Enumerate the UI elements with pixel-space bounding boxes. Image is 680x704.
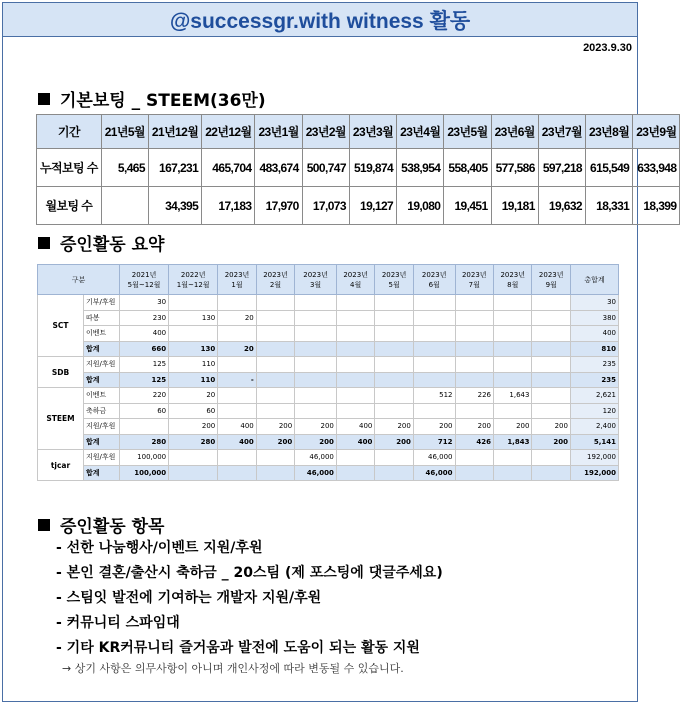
summary-cell: 280 [120,434,169,450]
section-activity-items [38,512,164,537]
summary-cell [336,388,374,404]
summary-cell [295,403,337,419]
summary-cell: 20 [218,310,256,326]
activity-summary-table [37,264,619,481]
summary-cell: 200 [295,419,337,435]
summary-cell [413,372,455,388]
summary-cell: 660 [120,341,169,357]
summary-group-label: SDB [38,357,84,388]
bullet-square-icon [38,519,50,531]
summary-cell [532,372,570,388]
bullet-square-icon [38,237,50,249]
summary-sub-label: 합계 [84,341,120,357]
summary-cell: 220 [120,388,169,404]
summary-column-header [120,265,169,295]
voting-cell: 17,073 [302,187,349,225]
summary-sub-label: 지원/후원 [84,419,120,435]
summary-column-period: 8월 [507,280,519,289]
summary-cell: - [218,372,256,388]
voting-row-cumulative [37,149,680,187]
voting-cell: 19,451 [444,187,491,225]
summary-group-label: tjcar [38,450,84,481]
summary-cell [295,372,337,388]
voting-column-header: 23년8월 [586,115,633,149]
summary-group-label: SCT [38,295,84,357]
summary-column-period: 1월 [231,280,243,289]
summary-cell: 60 [169,403,218,419]
summary-cell [336,326,374,342]
list-item: - 선한 나눔행사/이벤트 지원/후원 [56,540,263,556]
voting-row-label: 누적보팅 수 [37,149,102,187]
summary-column-year: 2023년 [263,270,288,279]
summary-cell [375,341,413,357]
summary-cell: 20 [169,388,218,404]
voting-cell: 558,405 [444,149,491,187]
voting-cell [101,187,148,225]
voting-cell: 17,970 [255,187,302,225]
summary-cell [493,310,531,326]
summary-column-year: 2023년 [343,270,368,279]
summary-cell: 125 [120,372,169,388]
summary-cell: 110 [169,372,218,388]
voting-row-monthly [37,187,680,225]
summary-group-label: STEEM [38,388,84,450]
voting-column-header: 21년5월 [101,115,148,149]
summary-cell [532,403,570,419]
summary-cell: 426 [455,434,493,450]
summary-cell [375,357,413,373]
summary-cell [493,295,531,311]
voting-cell: 483,674 [255,149,302,187]
voting-cell: 19,080 [397,187,444,225]
summary-cell: 200 [532,419,570,435]
summary-cell [532,465,570,481]
summary-cell [375,326,413,342]
summary-cell: 712 [413,434,455,450]
summary-column-period: 6월 [428,280,440,289]
voting-column-header: 23년1월 [255,115,302,149]
voting-table-header [37,115,680,149]
summary-cell: 20 [218,341,256,357]
section-basic-voting-title: 기본보팅 _ STEEM(36만) [60,91,266,111]
summary-cell [336,372,374,388]
table-row [38,372,619,388]
summary-column-period: 9월 [545,280,557,289]
summary-column-header [493,265,531,295]
voting-table [36,114,680,225]
summary-cell: 400 [336,419,374,435]
summary-cell [256,357,294,373]
summary-total-cell: 2,621 [570,388,618,404]
report-date: 2023.9.30 [583,42,632,54]
summary-cell [256,388,294,404]
summary-cell [413,357,455,373]
table-row [38,388,619,404]
summary-total-cell: 2,400 [570,419,618,435]
summary-cell: 200 [295,434,337,450]
list-item: - 기타 KR커뮤니티 즐거움과 발전에 도움이 되는 활동 지원 [56,640,420,656]
summary-cell [169,326,218,342]
summary-cell: 110 [169,357,218,373]
summary-total-cell: 235 [570,357,618,373]
summary-cell: 100,000 [120,450,169,466]
summary-cell [218,403,256,419]
summary-cell [295,388,337,404]
page-header [3,3,637,37]
summary-cell: 46,000 [413,450,455,466]
summary-cell [256,372,294,388]
table-row [38,434,619,450]
voting-cell: 615,549 [586,149,633,187]
summary-sub-label: 기부/후원 [84,295,120,311]
voting-cell: 167,231 [148,149,201,187]
summary-column-period: 2월 [269,280,282,289]
summary-column-period: 1월~12월 [176,280,210,289]
summary-cell [413,403,455,419]
summary-cell: 400 [336,434,374,450]
summary-cell [218,388,256,404]
summary-cell: 30 [120,295,169,311]
summary-cell: 226 [455,388,493,404]
summary-cell [295,310,337,326]
table-row [38,419,619,435]
summary-column-period: 4월 [350,280,362,289]
voting-column-header: 22년12월 [202,115,255,149]
summary-cell [336,403,374,419]
summary-column-period: 7월 [468,280,480,289]
summary-cell [336,295,374,311]
summary-column-period: 3월 [309,280,322,289]
summary-sub-label: 따봉 [84,310,120,326]
summary-cell [295,357,337,373]
summary-cell: 200 [455,419,493,435]
summary-cell [336,357,374,373]
voting-cell: 19,127 [349,187,396,225]
summary-cell: 125 [120,357,169,373]
summary-cell: 200 [532,434,570,450]
voting-cell: 538,954 [397,149,444,187]
summary-cell [336,341,374,357]
summary-cell: 46,000 [413,465,455,481]
summary-sub-label: 합계 [84,372,120,388]
summary-column-period: 5월~12월 [127,280,161,289]
summary-cell [295,341,337,357]
summary-cell [532,450,570,466]
summary-cell [120,419,169,435]
summary-cell [256,326,294,342]
voting-cell: 5,465 [101,149,148,187]
summary-cell [413,310,455,326]
summary-cell [256,310,294,326]
summary-cell [375,450,413,466]
summary-cell [336,450,374,466]
summary-column-header [532,265,570,295]
summary-cell [532,295,570,311]
summary-column-year: 2023년 [538,270,564,279]
table-row [38,357,619,373]
table-row [38,450,619,466]
section-activity-items-title: 증인활동 항목 [60,517,165,537]
summary-cell [169,450,218,466]
list-item: - 커뮤니티 스파임대 [56,615,180,631]
summary-total-cell: 192,000 [570,450,618,466]
summary-cell [532,357,570,373]
voting-cell: 19,181 [491,187,538,225]
list-item: - 스팀잇 발전에 기여하는 개발자 지원/후원 [56,590,322,606]
summary-total-cell: 235 [570,372,618,388]
summary-total-cell: 380 [570,310,618,326]
summary-table-header [38,265,619,295]
voting-column-header: 23년5월 [444,115,491,149]
summary-cell [375,295,413,311]
summary-cell [218,295,256,311]
summary-total-cell: 192,000 [570,465,618,481]
summary-cell: 46,000 [295,450,337,466]
summary-column-header [375,265,413,295]
summary-cell: 200 [169,419,218,435]
summary-cell [218,450,256,466]
table-row [38,310,619,326]
voting-column-header: 23년9월 [633,115,680,149]
table-row [38,295,619,311]
summary-corner-cell: 구분 [38,265,120,295]
summary-cell: 1,643 [493,388,531,404]
summary-cell: 400 [120,326,169,342]
section-activity-summary [38,230,164,255]
summary-cell [493,326,531,342]
summary-cell [256,465,294,481]
summary-cell: 512 [413,388,455,404]
voting-column-header: 21년12월 [148,115,201,149]
summary-cell: 60 [120,403,169,419]
summary-cell: 200 [256,419,294,435]
table-row [38,403,619,419]
summary-cell [375,372,413,388]
summary-cell [493,465,531,481]
summary-column-year: 2023년 [500,270,526,279]
summary-cell [169,295,218,311]
summary-cell [218,357,256,373]
summary-cell [493,357,531,373]
list-item: - 본인 결혼/출산시 축하금 _ 20스팀 (제 포스팅에 댓글주세요) [56,565,443,581]
table-row [38,341,619,357]
summary-cell [493,372,531,388]
summary-cell [169,465,218,481]
summary-column-year: 2023년 [461,270,487,279]
summary-sub-label: 합계 [84,465,120,481]
voting-cell: 19,632 [538,187,585,225]
voting-column-header: 23년3월 [349,115,396,149]
summary-total-cell: 30 [570,295,618,311]
summary-cell [336,465,374,481]
footnote: → 상기 사항은 의무사항이 아니며 개인사정에 따라 변동될 수 있습니다. [62,662,404,675]
summary-cell [455,403,493,419]
summary-cell: 200 [413,419,455,435]
summary-cell: 130 [169,310,218,326]
summary-column-header [169,265,218,295]
summary-column-header [256,265,294,295]
summary-column-header [295,265,337,295]
summary-cell [455,310,493,326]
summary-sub-label: 지원/후원 [84,357,120,373]
summary-total-header: 총합계 [570,265,618,295]
summary-cell [493,341,531,357]
summary-cell: 200 [375,434,413,450]
summary-cell: 46,000 [295,465,337,481]
summary-column-header [413,265,455,295]
table-row [38,326,619,342]
voting-cell: 17,183 [202,187,255,225]
summary-cell: 230 [120,310,169,326]
summary-column-year: 2023년 [303,270,328,279]
summary-cell: 400 [218,434,256,450]
summary-cell [532,326,570,342]
summary-cell [455,341,493,357]
summary-sub-label: 이벤트 [84,326,120,342]
summary-cell: 1,843 [493,434,531,450]
summary-cell [413,295,455,311]
summary-cell: 280 [169,434,218,450]
voting-cell: 597,218 [538,149,585,187]
summary-cell: 200 [493,419,531,435]
bullet-square-icon [38,93,50,105]
voting-corner-cell: 기간 [37,115,102,149]
summary-cell [375,388,413,404]
summary-column-year: 2022년 [180,270,206,279]
summary-cell [413,341,455,357]
summary-column-year: 2023년 [421,270,447,279]
page-title: @successgr.with witness 활동 [169,9,471,33]
summary-cell [256,295,294,311]
summary-cell [493,450,531,466]
summary-column-year: 2021년 [131,270,157,279]
summary-cell [455,450,493,466]
table-row [38,465,619,481]
voting-column-header: 23년2월 [302,115,349,149]
summary-sub-label: 축하금 [84,403,120,419]
summary-cell [218,326,256,342]
summary-cell [295,295,337,311]
summary-cell: 100,000 [120,465,169,481]
summary-cell [455,357,493,373]
summary-cell [455,465,493,481]
summary-cell [455,326,493,342]
summary-sub-label: 이벤트 [84,388,120,404]
summary-cell [218,465,256,481]
summary-column-year: 2023년 [224,270,250,279]
summary-cell: 200 [256,434,294,450]
summary-column-header [218,265,256,295]
voting-cell: 18,399 [633,187,680,225]
summary-cell: 130 [169,341,218,357]
section-activity-summary-title: 증인활동 요약 [60,235,165,255]
summary-cell [532,310,570,326]
summary-cell [455,295,493,311]
summary-cell [375,310,413,326]
summary-cell [375,403,413,419]
section-basic-voting [38,86,266,111]
summary-total-cell: 120 [570,403,618,419]
summary-cell: 400 [218,419,256,435]
summary-cell [532,341,570,357]
activity-items-list [56,536,443,661]
summary-cell [532,388,570,404]
voting-cell: 34,395 [148,187,201,225]
summary-cell [256,450,294,466]
summary-cell [336,310,374,326]
summary-cell [295,326,337,342]
voting-column-header: 23년4월 [397,115,444,149]
voting-column-header: 23년6월 [491,115,538,149]
voting-row-label: 월보팅 수 [37,187,102,225]
summary-sub-label: 지원/후원 [84,450,120,466]
voting-cell: 465,704 [202,149,255,187]
voting-column-header: 23년7월 [538,115,585,149]
summary-column-year: 2023년 [381,270,407,279]
summary-cell [375,465,413,481]
summary-cell [256,403,294,419]
summary-column-header [336,265,374,295]
summary-cell [413,326,455,342]
voting-cell: 519,874 [349,149,396,187]
summary-cell [493,403,531,419]
summary-cell [256,341,294,357]
voting-cell: 633,948 [633,149,680,187]
summary-column-header [455,265,493,295]
voting-cell: 500,747 [302,149,349,187]
summary-total-cell: 810 [570,341,618,357]
voting-cell: 577,586 [491,149,538,187]
voting-cell: 18,331 [586,187,633,225]
summary-total-cell: 5,141 [570,434,618,450]
summary-total-cell: 400 [570,326,618,342]
summary-cell [455,372,493,388]
summary-sub-label: 합계 [84,434,120,450]
summary-cell: 200 [375,419,413,435]
summary-column-period: 5월 [388,280,400,289]
